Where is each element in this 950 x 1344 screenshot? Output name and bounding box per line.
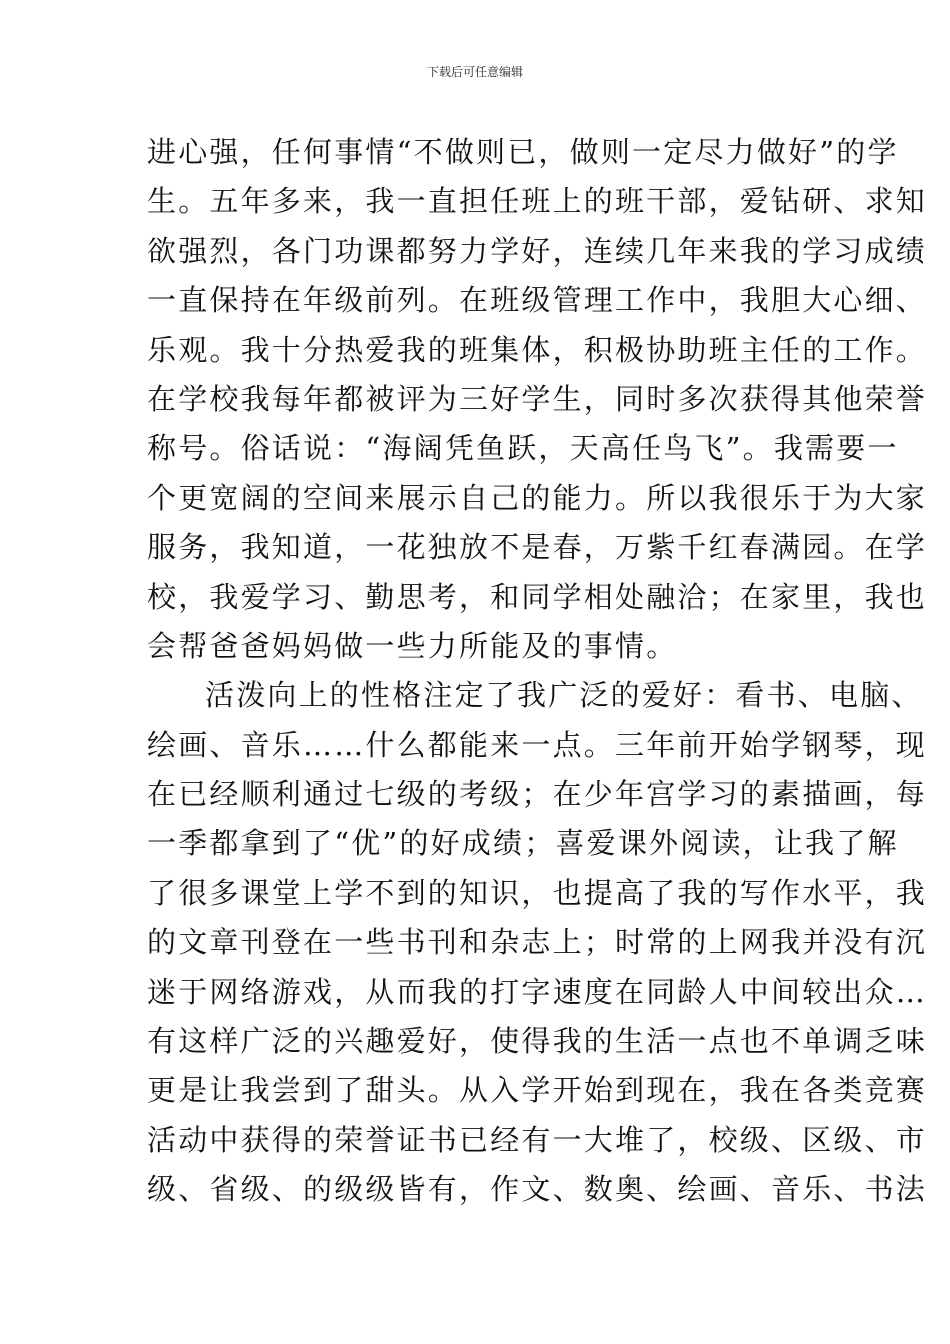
- document-body: [147, 128, 928, 1215]
- text-line: 个更宽阔的空间来展示自己的能力。所以我很乐于为大家: [147, 480, 928, 515]
- text-line: 服务，我知道，一花独放不是春，万紫千红春满园。在学: [147, 530, 928, 565]
- text-line: 会帮爸爸妈妈做一些力所能及的事情。: [147, 628, 678, 663]
- text-line: 一直保持在年级前列。在班级管理工作中，我胆大心细、: [147, 283, 928, 318]
- text-line: 在学校我每年都被评为三好学生，同时多次获得其他荣誉: [147, 381, 928, 416]
- text-line: 有这样广泛的兴趣爱好，使得我的生活一点也不单调乏味: [147, 1024, 928, 1059]
- text-line: 在已经顺利通过七级的考级；在少年宫学习的素描画，每: [147, 777, 928, 812]
- text-line: 校，我爱学习、勤思考，和同学相处融洽；在家里，我也: [147, 579, 928, 614]
- text-line: 的文章刊登在一些书刊和杂志上；时常的上网我并没有沉: [147, 925, 928, 960]
- text-line: 更是让我尝到了甜头。从入学开始到现在，我在各类竞赛: [147, 1073, 928, 1108]
- page-header: 下载后可任意编辑: [426, 65, 523, 79]
- text-line: 乐观。我十分热爱我的班集体，积极协助班主任的工作。: [147, 332, 928, 367]
- text-line: 绘画、音乐……什么都能来一点。三年前开始学钢琴，现: [147, 727, 928, 762]
- text-line: 称号。俗话说：“海阔凭鱼跃，天高任鸟飞”。我需要一: [147, 431, 899, 466]
- text-line: 欲强烈，各门功课都努力学好，连续几年来我的学习成绩: [147, 233, 928, 268]
- text-line: 了很多课堂上学不到的知识，也提高了我的写作水平，我: [147, 875, 928, 910]
- text-line: 迷于网络游戏，从而我的打字速度在同龄人中间较出众…: [147, 974, 928, 1009]
- text-line: 活动中获得的荣誉证书已经有一大堆了，校级、区级、市: [147, 1122, 928, 1157]
- text-line: 级、省级、的级级皆有，作文、数奥、绘画、音乐、书法: [147, 1172, 928, 1207]
- paragraph-first-line: 活泼向上的性格注定了我广泛的爱好：看书、电脑、: [205, 678, 923, 713]
- text-line: 一季都拿到了“优”的好成绩；喜爱课外阅读，让我了解: [147, 826, 899, 861]
- text-line: 生。五年多来，我一直担任班上的班干部，爱钻研、求知: [147, 184, 928, 219]
- text-line: 进心强，任何事情“不做则已，做则一定尽力做好”的学: [147, 135, 899, 169]
